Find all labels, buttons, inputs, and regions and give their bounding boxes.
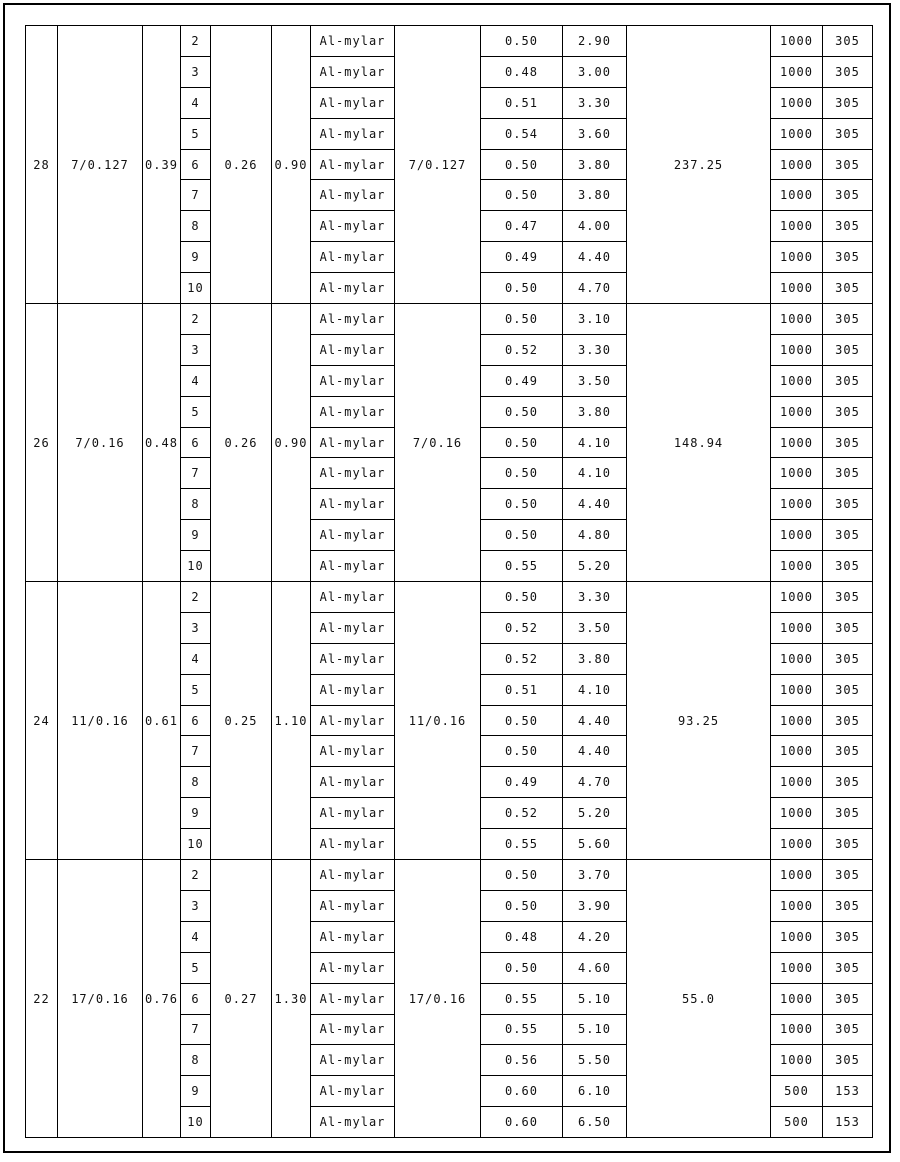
length-cell: 1000 bbox=[771, 551, 823, 582]
package-cell: 305 bbox=[823, 149, 873, 180]
package-cell: 305 bbox=[823, 705, 873, 736]
pairs-cell: 7 bbox=[181, 736, 211, 767]
cable-od-cell: 4.40 bbox=[563, 705, 627, 736]
length-cell: 1000 bbox=[771, 612, 823, 643]
core-od-cell: 0.90 bbox=[272, 304, 311, 582]
length-cell: 1000 bbox=[771, 427, 823, 458]
cable-od-cell: 4.70 bbox=[563, 273, 627, 304]
package-cell: 305 bbox=[823, 612, 873, 643]
shield-cell: Al-mylar bbox=[311, 551, 395, 582]
jacket-thickness-cell: 0.50 bbox=[481, 520, 563, 551]
table-row bbox=[26, 860, 873, 891]
conductor-cell: 17/0.16 bbox=[58, 860, 143, 1138]
core-od-cell: 1.30 bbox=[272, 860, 311, 1138]
table-row bbox=[26, 304, 873, 335]
package-cell: 305 bbox=[823, 180, 873, 211]
length-cell: 1000 bbox=[771, 520, 823, 551]
insulation-thickness-cell: 0.25 bbox=[211, 582, 272, 860]
cable-spec-table bbox=[25, 25, 873, 1138]
pairs-cell: 7 bbox=[181, 1014, 211, 1045]
package-cell: 305 bbox=[823, 643, 873, 674]
length-cell: 1000 bbox=[771, 180, 823, 211]
jacket-thickness-cell: 0.52 bbox=[481, 643, 563, 674]
shield-cell: Al-mylar bbox=[311, 87, 395, 118]
pairs-cell: 10 bbox=[181, 829, 211, 860]
package-cell: 305 bbox=[823, 273, 873, 304]
shield-cell: Al-mylar bbox=[311, 149, 395, 180]
package-cell: 305 bbox=[823, 26, 873, 57]
package-cell: 153 bbox=[823, 1076, 873, 1107]
conductor-diameter-cell: 0.61 bbox=[143, 582, 181, 860]
shield-cell: Al-mylar bbox=[311, 1076, 395, 1107]
shield-cell: Al-mylar bbox=[311, 56, 395, 87]
conductor-cell: 11/0.16 bbox=[58, 582, 143, 860]
length-cell: 1000 bbox=[771, 767, 823, 798]
length-cell: 1000 bbox=[771, 242, 823, 273]
shield-cell: Al-mylar bbox=[311, 983, 395, 1014]
insulation-thickness-cell: 0.27 bbox=[211, 860, 272, 1138]
pairs-cell: 9 bbox=[181, 242, 211, 273]
conductor-diameter-cell: 0.48 bbox=[143, 304, 181, 582]
length-cell: 1000 bbox=[771, 118, 823, 149]
shield-cell: Al-mylar bbox=[311, 26, 395, 57]
pairs-cell: 2 bbox=[181, 26, 211, 57]
length-cell: 1000 bbox=[771, 674, 823, 705]
package-cell: 305 bbox=[823, 1045, 873, 1076]
jacket-thickness-cell: 0.50 bbox=[481, 427, 563, 458]
shield-cell: Al-mylar bbox=[311, 921, 395, 952]
jacket-thickness-cell: 0.50 bbox=[481, 705, 563, 736]
conductor-diameter-cell: 0.76 bbox=[143, 860, 181, 1138]
jacket-thickness-cell: 0.50 bbox=[481, 458, 563, 489]
cable-od-cell: 3.50 bbox=[563, 612, 627, 643]
pairs-cell: 8 bbox=[181, 767, 211, 798]
cable-od-cell: 5.10 bbox=[563, 1014, 627, 1045]
cable-od-cell: 3.50 bbox=[563, 365, 627, 396]
jacket-thickness-cell: 0.50 bbox=[481, 304, 563, 335]
pairs-cell: 6 bbox=[181, 427, 211, 458]
jacket-thickness-cell: 0.50 bbox=[481, 180, 563, 211]
jacket-thickness-cell: 0.55 bbox=[481, 1014, 563, 1045]
length-cell: 1000 bbox=[771, 334, 823, 365]
cable-od-cell: 4.60 bbox=[563, 952, 627, 983]
package-cell: 305 bbox=[823, 983, 873, 1014]
shield-cell: Al-mylar bbox=[311, 890, 395, 921]
length-cell: 1000 bbox=[771, 149, 823, 180]
jacket-thickness-cell: 0.50 bbox=[481, 890, 563, 921]
shield-cell: Al-mylar bbox=[311, 612, 395, 643]
cable-od-cell: 4.00 bbox=[563, 211, 627, 242]
jacket-thickness-cell: 0.51 bbox=[481, 87, 563, 118]
cable-od-cell: 3.30 bbox=[563, 87, 627, 118]
core-od-cell: 0.90 bbox=[272, 26, 311, 304]
package-cell: 305 bbox=[823, 211, 873, 242]
pairs-cell: 4 bbox=[181, 365, 211, 396]
shield-cell: Al-mylar bbox=[311, 705, 395, 736]
jacket-thickness-cell: 0.50 bbox=[481, 396, 563, 427]
jacket-thickness-cell: 0.50 bbox=[481, 860, 563, 891]
jacket-thickness-cell: 0.50 bbox=[481, 952, 563, 983]
length-cell: 1000 bbox=[771, 87, 823, 118]
jacket-thickness-cell: 0.50 bbox=[481, 149, 563, 180]
shield-cell: Al-mylar bbox=[311, 643, 395, 674]
cable-od-cell: 3.00 bbox=[563, 56, 627, 87]
table-body bbox=[26, 26, 873, 1138]
length-cell: 1000 bbox=[771, 860, 823, 891]
insulation-thickness-cell: 0.26 bbox=[211, 304, 272, 582]
cable-od-cell: 4.40 bbox=[563, 242, 627, 273]
shield-cell: Al-mylar bbox=[311, 952, 395, 983]
shield-cell: Al-mylar bbox=[311, 860, 395, 891]
package-cell: 305 bbox=[823, 242, 873, 273]
jacket-thickness-cell: 0.48 bbox=[481, 921, 563, 952]
length-cell: 1000 bbox=[771, 582, 823, 613]
awg-cell: 24 bbox=[26, 582, 58, 860]
awg-cell: 22 bbox=[26, 860, 58, 1138]
drain-wire-cell: 7/0.16 bbox=[395, 304, 481, 582]
cable-od-cell: 4.10 bbox=[563, 427, 627, 458]
pairs-cell: 3 bbox=[181, 56, 211, 87]
length-cell: 1000 bbox=[771, 736, 823, 767]
jacket-thickness-cell: 0.51 bbox=[481, 674, 563, 705]
pairs-cell: 10 bbox=[181, 273, 211, 304]
package-cell: 305 bbox=[823, 304, 873, 335]
shield-cell: Al-mylar bbox=[311, 1107, 395, 1138]
jacket-thickness-cell: 0.52 bbox=[481, 798, 563, 829]
pairs-cell: 9 bbox=[181, 798, 211, 829]
jacket-thickness-cell: 0.52 bbox=[481, 334, 563, 365]
cable-od-cell: 5.10 bbox=[563, 983, 627, 1014]
pairs-cell: 4 bbox=[181, 87, 211, 118]
jacket-thickness-cell: 0.47 bbox=[481, 211, 563, 242]
shield-cell: Al-mylar bbox=[311, 273, 395, 304]
cable-od-cell: 6.50 bbox=[563, 1107, 627, 1138]
package-cell: 305 bbox=[823, 736, 873, 767]
length-cell: 1000 bbox=[771, 705, 823, 736]
jacket-thickness-cell: 0.55 bbox=[481, 829, 563, 860]
package-cell: 305 bbox=[823, 396, 873, 427]
jacket-thickness-cell: 0.54 bbox=[481, 118, 563, 149]
jacket-thickness-cell: 0.49 bbox=[481, 767, 563, 798]
package-cell: 305 bbox=[823, 87, 873, 118]
jacket-thickness-cell: 0.55 bbox=[481, 551, 563, 582]
jacket-thickness-cell: 0.50 bbox=[481, 26, 563, 57]
package-cell: 305 bbox=[823, 582, 873, 613]
package-cell: 305 bbox=[823, 56, 873, 87]
pairs-cell: 10 bbox=[181, 551, 211, 582]
shield-cell: Al-mylar bbox=[311, 396, 395, 427]
cable-od-cell: 2.90 bbox=[563, 26, 627, 57]
package-cell: 305 bbox=[823, 767, 873, 798]
length-cell: 1000 bbox=[771, 396, 823, 427]
shield-cell: Al-mylar bbox=[311, 365, 395, 396]
pairs-cell: 2 bbox=[181, 304, 211, 335]
drain-wire-cell: 17/0.16 bbox=[395, 860, 481, 1138]
jacket-thickness-cell: 0.55 bbox=[481, 983, 563, 1014]
length-cell: 1000 bbox=[771, 273, 823, 304]
pairs-cell: 7 bbox=[181, 458, 211, 489]
cable-od-cell: 3.60 bbox=[563, 118, 627, 149]
cable-od-cell: 3.70 bbox=[563, 860, 627, 891]
shield-cell: Al-mylar bbox=[311, 520, 395, 551]
pairs-cell: 5 bbox=[181, 952, 211, 983]
cable-od-cell: 6.10 bbox=[563, 1076, 627, 1107]
length-cell: 1000 bbox=[771, 26, 823, 57]
conductor-diameter-cell: 0.39 bbox=[143, 26, 181, 304]
cable-od-cell: 5.50 bbox=[563, 1045, 627, 1076]
jacket-thickness-cell: 0.50 bbox=[481, 489, 563, 520]
pairs-cell: 7 bbox=[181, 180, 211, 211]
awg-cell: 26 bbox=[26, 304, 58, 582]
resistance-cell: 148.94 bbox=[627, 304, 771, 582]
length-cell: 1000 bbox=[771, 365, 823, 396]
shield-cell: Al-mylar bbox=[311, 334, 395, 365]
package-cell: 305 bbox=[823, 489, 873, 520]
length-cell: 500 bbox=[771, 1107, 823, 1138]
conductor-cell: 7/0.16 bbox=[58, 304, 143, 582]
resistance-cell: 237.25 bbox=[627, 26, 771, 304]
jacket-thickness-cell: 0.56 bbox=[481, 1045, 563, 1076]
conductor-cell: 7/0.127 bbox=[58, 26, 143, 304]
cable-od-cell: 5.20 bbox=[563, 798, 627, 829]
length-cell: 1000 bbox=[771, 211, 823, 242]
package-cell: 305 bbox=[823, 798, 873, 829]
shield-cell: Al-mylar bbox=[311, 674, 395, 705]
shield-cell: Al-mylar bbox=[311, 829, 395, 860]
length-cell: 1000 bbox=[771, 489, 823, 520]
pairs-cell: 5 bbox=[181, 396, 211, 427]
cable-od-cell: 3.30 bbox=[563, 334, 627, 365]
package-cell: 305 bbox=[823, 829, 873, 860]
package-cell: 305 bbox=[823, 952, 873, 983]
cable-od-cell: 5.60 bbox=[563, 829, 627, 860]
pairs-cell: 3 bbox=[181, 334, 211, 365]
jacket-thickness-cell: 0.48 bbox=[481, 56, 563, 87]
jacket-thickness-cell: 0.49 bbox=[481, 242, 563, 273]
length-cell: 1000 bbox=[771, 304, 823, 335]
cable-od-cell: 3.80 bbox=[563, 180, 627, 211]
shield-cell: Al-mylar bbox=[311, 736, 395, 767]
package-cell: 305 bbox=[823, 551, 873, 582]
shield-cell: Al-mylar bbox=[311, 1014, 395, 1045]
cable-od-cell: 3.90 bbox=[563, 890, 627, 921]
length-cell: 1000 bbox=[771, 643, 823, 674]
shield-cell: Al-mylar bbox=[311, 458, 395, 489]
length-cell: 1000 bbox=[771, 1014, 823, 1045]
pairs-cell: 2 bbox=[181, 860, 211, 891]
shield-cell: Al-mylar bbox=[311, 798, 395, 829]
package-cell: 305 bbox=[823, 118, 873, 149]
jacket-thickness-cell: 0.50 bbox=[481, 273, 563, 304]
cable-od-cell: 4.20 bbox=[563, 921, 627, 952]
cable-od-cell: 3.80 bbox=[563, 149, 627, 180]
package-cell: 305 bbox=[823, 1014, 873, 1045]
pairs-cell: 2 bbox=[181, 582, 211, 613]
shield-cell: Al-mylar bbox=[311, 427, 395, 458]
cable-od-cell: 3.80 bbox=[563, 643, 627, 674]
jacket-thickness-cell: 0.60 bbox=[481, 1107, 563, 1138]
pairs-cell: 8 bbox=[181, 1045, 211, 1076]
length-cell: 1000 bbox=[771, 458, 823, 489]
pairs-cell: 4 bbox=[181, 643, 211, 674]
pairs-cell: 9 bbox=[181, 520, 211, 551]
shield-cell: Al-mylar bbox=[311, 118, 395, 149]
length-cell: 500 bbox=[771, 1076, 823, 1107]
package-cell: 305 bbox=[823, 365, 873, 396]
cable-od-cell: 5.20 bbox=[563, 551, 627, 582]
cable-od-cell: 3.80 bbox=[563, 396, 627, 427]
insulation-thickness-cell: 0.26 bbox=[211, 26, 272, 304]
package-cell: 153 bbox=[823, 1107, 873, 1138]
cable-od-cell: 3.30 bbox=[563, 582, 627, 613]
drain-wire-cell: 7/0.127 bbox=[395, 26, 481, 304]
shield-cell: Al-mylar bbox=[311, 582, 395, 613]
shield-cell: Al-mylar bbox=[311, 180, 395, 211]
jacket-thickness-cell: 0.50 bbox=[481, 736, 563, 767]
package-cell: 305 bbox=[823, 921, 873, 952]
cable-od-cell: 4.80 bbox=[563, 520, 627, 551]
jacket-thickness-cell: 0.52 bbox=[481, 612, 563, 643]
package-cell: 305 bbox=[823, 334, 873, 365]
pairs-cell: 8 bbox=[181, 489, 211, 520]
pairs-cell: 8 bbox=[181, 211, 211, 242]
shield-cell: Al-mylar bbox=[311, 489, 395, 520]
length-cell: 1000 bbox=[771, 829, 823, 860]
package-cell: 305 bbox=[823, 520, 873, 551]
pairs-cell: 10 bbox=[181, 1107, 211, 1138]
package-cell: 305 bbox=[823, 674, 873, 705]
length-cell: 1000 bbox=[771, 952, 823, 983]
length-cell: 1000 bbox=[771, 56, 823, 87]
pairs-cell: 3 bbox=[181, 890, 211, 921]
cable-od-cell: 4.10 bbox=[563, 674, 627, 705]
pairs-cell: 5 bbox=[181, 674, 211, 705]
length-cell: 1000 bbox=[771, 921, 823, 952]
pairs-cell: 9 bbox=[181, 1076, 211, 1107]
cable-od-cell: 4.40 bbox=[563, 489, 627, 520]
shield-cell: Al-mylar bbox=[311, 767, 395, 798]
shield-cell: Al-mylar bbox=[311, 242, 395, 273]
pairs-cell: 6 bbox=[181, 983, 211, 1014]
package-cell: 305 bbox=[823, 427, 873, 458]
shield-cell: Al-mylar bbox=[311, 1045, 395, 1076]
resistance-cell: 93.25 bbox=[627, 582, 771, 860]
jacket-thickness-cell: 0.50 bbox=[481, 582, 563, 613]
core-od-cell: 1.10 bbox=[272, 582, 311, 860]
table-row bbox=[26, 26, 873, 57]
jacket-thickness-cell: 0.49 bbox=[481, 365, 563, 396]
shield-cell: Al-mylar bbox=[311, 211, 395, 242]
cable-od-cell: 4.70 bbox=[563, 767, 627, 798]
length-cell: 1000 bbox=[771, 983, 823, 1014]
table-row bbox=[26, 582, 873, 613]
package-cell: 305 bbox=[823, 860, 873, 891]
pairs-cell: 5 bbox=[181, 118, 211, 149]
pairs-cell: 6 bbox=[181, 705, 211, 736]
cable-od-cell: 4.40 bbox=[563, 736, 627, 767]
cable-od-cell: 4.10 bbox=[563, 458, 627, 489]
pairs-cell: 4 bbox=[181, 921, 211, 952]
drain-wire-cell: 11/0.16 bbox=[395, 582, 481, 860]
length-cell: 1000 bbox=[771, 1045, 823, 1076]
package-cell: 305 bbox=[823, 890, 873, 921]
cable-od-cell: 3.10 bbox=[563, 304, 627, 335]
length-cell: 1000 bbox=[771, 798, 823, 829]
resistance-cell: 55.0 bbox=[627, 860, 771, 1138]
package-cell: 305 bbox=[823, 458, 873, 489]
length-cell: 1000 bbox=[771, 890, 823, 921]
pairs-cell: 3 bbox=[181, 612, 211, 643]
pairs-cell: 6 bbox=[181, 149, 211, 180]
awg-cell: 28 bbox=[26, 26, 58, 304]
jacket-thickness-cell: 0.60 bbox=[481, 1076, 563, 1107]
shield-cell: Al-mylar bbox=[311, 304, 395, 335]
